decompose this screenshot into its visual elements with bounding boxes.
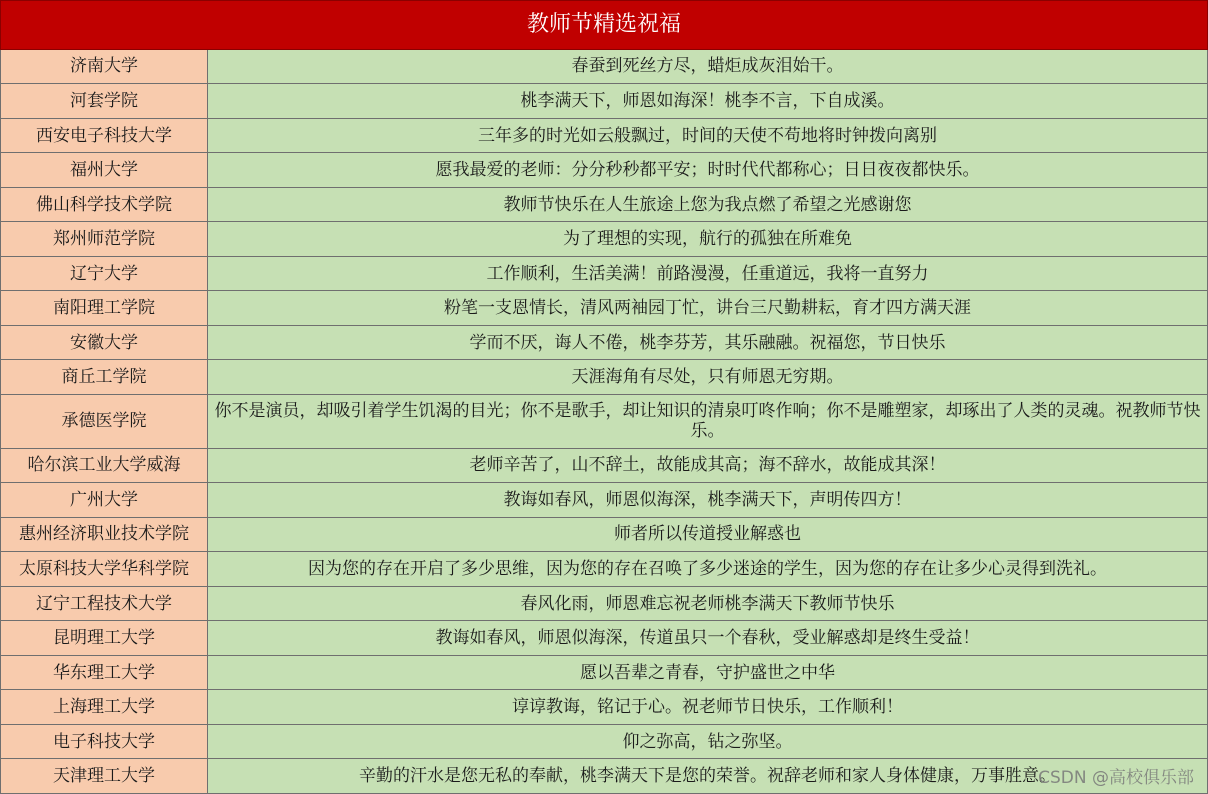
school-cell[interactable]: 太原科技大学华科学院 [1,552,208,587]
table-row [1,621,1208,656]
table-row [1,256,1208,291]
wish-cell[interactable]: 粉笔一支恩情长，清风两袖园丁忙，讲台三尺勤耕耘，育才四方满天涯 [208,291,1208,326]
school-cell[interactable]: 哈尔滨工业大学威海 [1,448,208,483]
wish-cell[interactable]: 教诲如春风，师恩似海深，传道虽只一个春秋，受业解惑却是终生受益！ [208,621,1208,656]
wish-cell[interactable]: 你不是演员，却吸引着学生饥渴的目光；你不是歌手，却让知识的清泉叮咚作响；你不是雕塑家，却琢出了人类的灵魂。祝教师节快乐。 [208,394,1208,448]
table-row [1,448,1208,483]
sheet-title[interactable]: 教师节精选祝福 [1,1,1208,50]
school-cell[interactable]: 安徽大学 [1,325,208,360]
wish-cell[interactable]: 春蚕到死丝方尽，蜡炬成灰泪始干。 [208,49,1208,84]
table-row [1,291,1208,326]
table-row [1,153,1208,188]
wish-cell[interactable]: 为了理想的实现，航行的孤独在所难免 [208,222,1208,257]
school-cell[interactable]: 商丘工学院 [1,360,208,395]
table-row [1,483,1208,518]
wish-cell[interactable]: 工作顺利，生活美满！前路漫漫，任重道远，我将一直努力 [208,256,1208,291]
wish-cell[interactable]: 桃李满天下，师恩如海深！桃李不言，下自成溪。 [208,84,1208,119]
school-cell[interactable]: 惠州经济职业技术学院 [1,517,208,552]
table-row [1,724,1208,759]
title-row [1,1,1208,50]
school-cell[interactable]: 河套学院 [1,84,208,119]
school-cell[interactable]: 西安电子科技大学 [1,118,208,153]
table-row [1,586,1208,621]
table-row [1,394,1208,448]
wish-cell[interactable]: 春风化雨，师恩难忘祝老师桃李满天下教师节快乐 [208,586,1208,621]
wish-cell[interactable]: 教诲如春风，师恩似海深，桃李满天下，声明传四方！ [208,483,1208,518]
table-row [1,118,1208,153]
school-cell[interactable]: 佛山科学技术学院 [1,187,208,222]
table-row [1,655,1208,690]
school-cell[interactable]: 辽宁大学 [1,256,208,291]
school-cell[interactable]: 承德医学院 [1,394,208,448]
wish-cell[interactable]: 仰之弥高，钻之弥坚。 [208,724,1208,759]
school-cell[interactable]: 广州大学 [1,483,208,518]
csdn-watermark: CSDN @高校俱乐部 [1038,768,1194,788]
table-row [1,84,1208,119]
table-row [1,187,1208,222]
wish-cell[interactable]: 愿我最爱的老师：分分秒秒都平安；时时代代都称心；日日夜夜都快乐。 [208,153,1208,188]
school-cell[interactable]: 南阳理工学院 [1,291,208,326]
school-cell[interactable]: 天津理工大学 [1,759,208,794]
wish-cell[interactable]: 天涯海角有尽处，只有师恩无穷期。 [208,360,1208,395]
wish-cell[interactable]: 老师辛苦了，山不辞土，故能成其高；海不辞水，故能成其深！ [208,448,1208,483]
table-row [1,690,1208,725]
school-cell[interactable]: 辽宁工程技术大学 [1,586,208,621]
table-row [1,325,1208,360]
table-row [1,360,1208,395]
wish-cell[interactable]: 愿以吾辈之青春，守护盛世之中华 [208,655,1208,690]
table-row [1,759,1208,794]
school-cell[interactable]: 济南大学 [1,49,208,84]
table-row [1,222,1208,257]
wish-cell[interactable]: 师者所以传道授业解惑也 [208,517,1208,552]
wish-cell[interactable]: 三年多的时光如云般飘过，时间的天使不苟地将时钟拨向离别 [208,118,1208,153]
wish-cell[interactable]: 因为您的存在开启了多少思维，因为您的存在召唤了多少迷途的学生，因为您的存在让多少心灵得到洗礼。 [208,552,1208,587]
wish-cell[interactable]: 谆谆教诲，铭记于心。祝老师节日快乐，工作顺利！ [208,690,1208,725]
school-cell[interactable]: 福州大学 [1,153,208,188]
table-row [1,552,1208,587]
wish-cell[interactable]: 教师节快乐在人生旅途上您为我点燃了希望之光感谢您 [208,187,1208,222]
school-cell[interactable]: 电子科技大学 [1,724,208,759]
school-cell[interactable]: 华东理工大学 [1,655,208,690]
school-cell[interactable]: 郑州师范学院 [1,222,208,257]
table-row [1,49,1208,84]
school-cell[interactable]: 上海理工大学 [1,690,208,725]
wish-cell[interactable]: 辛勤的汗水是您无私的奉献，桃李满天下是您的荣誉。祝辞老师和家人身体健康，万事胜意。 [208,759,1208,794]
table-row [1,517,1208,552]
wish-cell[interactable]: 学而不厌，诲人不倦，桃李芬芳，其乐融融。祝福您，节日快乐 [208,325,1208,360]
school-cell[interactable]: 昆明理工大学 [1,621,208,656]
